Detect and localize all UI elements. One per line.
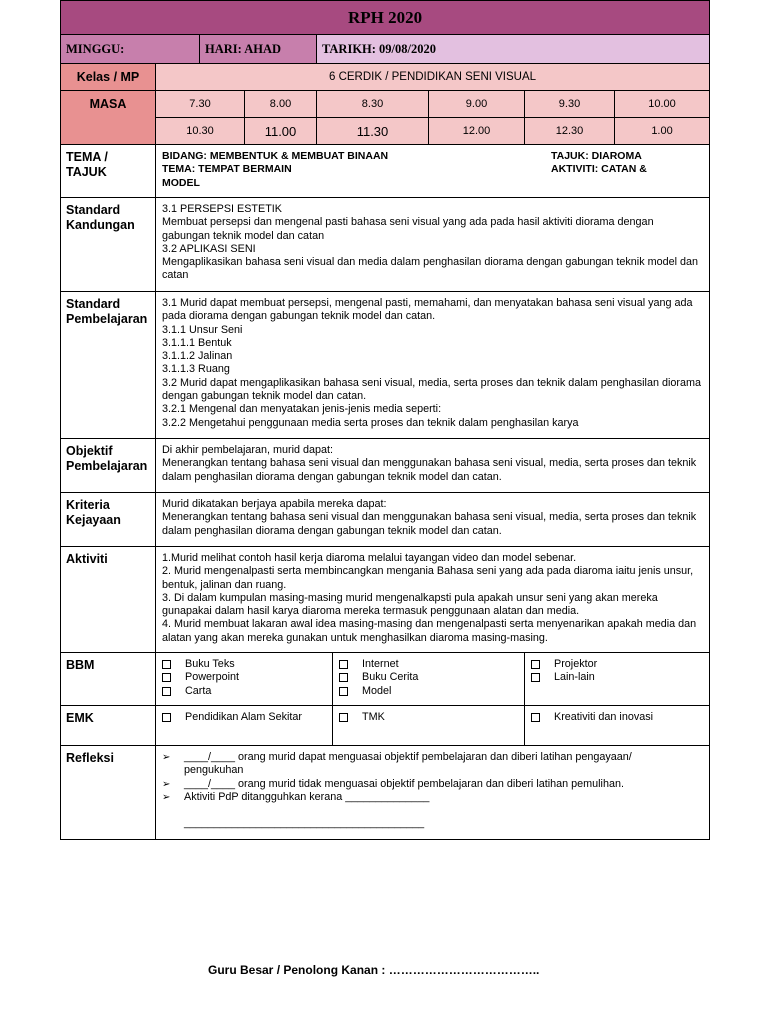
checkbox-icon[interactable] xyxy=(531,660,540,669)
checkbox-item[interactable] xyxy=(531,671,703,684)
text-line: 3.1.1.2 Jalinan xyxy=(162,350,233,363)
checkbox-item[interactable] xyxy=(162,658,326,671)
refleksi-item xyxy=(162,778,703,791)
standard-kandungan-content xyxy=(156,198,710,292)
text-line: 3.2 Murid dapat mengaplikasikan bahasa seni visual, media, serta proses dan teknik dalam penghasilan diorama dengan gabungan teknik model dan catan. xyxy=(162,376,701,403)
standard-kandungan-label xyxy=(61,198,156,292)
checkbox-label: TMK xyxy=(362,711,385,723)
emk-col1 xyxy=(156,706,333,746)
checkbox-label: Carta xyxy=(185,684,212,697)
checkbox-icon[interactable] xyxy=(162,673,171,682)
checkbox-label: Model xyxy=(362,684,392,697)
bidang-text: BIDANG: MEMBENTUK & MEMBUAT BINAAN xyxy=(162,150,389,162)
checkbox-item[interactable] xyxy=(531,711,703,724)
sk-label-line1: Standard xyxy=(66,203,121,217)
checkbox-icon[interactable] xyxy=(339,673,348,682)
emk-label: EMK xyxy=(61,706,156,746)
rph-table xyxy=(60,0,710,840)
kelas-value: 6 CERDIK / PENDIDIKAN SENI VISUAL xyxy=(156,64,710,91)
kelas-label: Kelas / MP xyxy=(61,64,156,91)
refleksi-label: Refleksi xyxy=(61,746,156,840)
kk-label-line1: Kriteria xyxy=(66,498,110,512)
checkbox-item[interactable] xyxy=(339,685,518,698)
text-line: 3. Di dalam kumpulan masing-masing murid mengenalkapsti pula apakah unsur seni yang akan mereka gunapakai dalam hasil karya diaroma mereka termasuk penggunaan alatan dan media. xyxy=(162,591,658,618)
time-end: 12.00 xyxy=(429,118,525,145)
time-start: 8.30 xyxy=(317,91,429,118)
text-line: Menerangkan tentang bahasa seni visual dan menggunakan bahasa seni visual, media, serta proses dan teknik dalam penghasilan diorama dengan gabungan teknik model dan catan. xyxy=(162,457,697,483)
refleksi-text: ____/____ orang murid tidak menguasai objektif pembelajaran dan diberi latihan pemulihan. xyxy=(184,777,624,790)
time-start: 8.00 xyxy=(245,91,317,118)
kriteria-content xyxy=(156,493,710,547)
checkbox-icon[interactable] xyxy=(339,687,348,696)
sk-label-line2: Kandungan xyxy=(66,218,135,232)
checkbox-icon[interactable] xyxy=(162,687,171,696)
time-start: 7.30 xyxy=(156,91,245,118)
checkbox-icon[interactable] xyxy=(339,713,348,722)
bbm-col2 xyxy=(333,653,525,706)
standard-pembelajaran-content xyxy=(156,292,710,439)
op-label-line1: Objektif xyxy=(66,444,113,458)
aktiviti-text: AKTIVITI: CATAN & xyxy=(551,163,647,176)
text-line: Menerangkan tentang bahasa seni visual dan menggunakan bahasa seni visual, media, serta proses dan teknik dalam penghasilan diorama dengan gabungan teknik model dan catan. xyxy=(162,511,697,537)
checkbox-item[interactable] xyxy=(339,711,518,724)
checkbox-label: Internet xyxy=(362,658,399,670)
emk-col3 xyxy=(525,706,710,746)
checkbox-item[interactable] xyxy=(162,671,326,684)
aktiviti-content xyxy=(156,547,710,653)
model-text: MODEL xyxy=(162,176,200,189)
refleksi-blank-line xyxy=(162,817,703,830)
refleksi-text xyxy=(184,751,632,778)
bbm-col3 xyxy=(525,653,710,706)
refleksi-item xyxy=(162,791,703,804)
checkbox-icon[interactable] xyxy=(531,713,540,722)
objektif-content xyxy=(156,439,710,493)
arrow-bullet-icon: ➢ xyxy=(162,791,171,803)
refleksi-item xyxy=(162,751,703,778)
emk-col2 xyxy=(333,706,525,746)
op-label-line2: Pembelajaran xyxy=(66,459,148,473)
time-end: 10.30 xyxy=(156,118,245,145)
text-line: 3.2.1 Mengenal dan menyatakan jenis-jenis media seperti: xyxy=(162,403,442,416)
checkbox-label: Powerpoint xyxy=(185,671,240,684)
tajuk-text: TAJUK: DIAROMA xyxy=(551,150,642,162)
tema-text: TEMA: TEMPAT BERMAIN xyxy=(162,163,292,176)
checkbox-label: Kreativiti dan inovasi xyxy=(554,711,654,723)
text-line: 3.2 APLIKASI SENI xyxy=(162,242,256,255)
checkbox-label: Buku Teks xyxy=(185,658,235,670)
checkbox-label: Projektor xyxy=(554,658,598,670)
spacer xyxy=(162,817,184,830)
text-line: 2. Murid mengenalpasti serta membincangkan mengania Bahasa seni yang ada pada diaroma iaitu jenis unsur, bentuk, jalinan dan ruang. xyxy=(162,565,694,591)
text-line: ____/____ orang murid dapat menguasai objektif pembelajaran dan diberi latihan pengayaan/ xyxy=(184,751,632,763)
checkbox-item[interactable] xyxy=(162,711,326,724)
time-end: 12.30 xyxy=(525,118,615,145)
arrow-bullet-icon: ➢ xyxy=(162,752,171,763)
refleksi-text: ________________________________________ xyxy=(184,817,425,830)
text-line: 3.2.2 Mengetahui penggunaan media serta proses dan teknik dalam penghasilan karya xyxy=(162,416,579,429)
time-start: 9.30 xyxy=(525,91,615,118)
text-line: 1.Murid melihat contoh hasil kerja diaroma melalui tayangan video dan model sebenar. xyxy=(162,552,577,564)
checkbox-label: Pendidikan Alam Sekitar xyxy=(185,711,303,723)
tema-label-line1: TEMA / xyxy=(66,150,108,164)
checkbox-item[interactable] xyxy=(339,671,518,684)
checkbox-icon[interactable] xyxy=(339,660,348,669)
objektif-label xyxy=(61,439,156,493)
text-line: 3.1.1 Unsur Seni xyxy=(162,323,243,336)
time-start: 9.00 xyxy=(429,91,525,118)
text-line: 3.1.1.1 Bentuk xyxy=(162,336,232,349)
checkbox-item[interactable] xyxy=(162,685,326,698)
checkbox-item[interactable] xyxy=(531,658,703,671)
refleksi-content xyxy=(156,746,710,840)
text-line: 4. Murid membuat lakaran awal idea masing-masing dan mengenalpasti serta menyenarikan apakah media dan alatan yang akan mereka gunakan untuk menghasilkan diaroma masing-masing. xyxy=(162,618,697,644)
page-title: RPH 2020 xyxy=(61,1,710,35)
checkbox-icon[interactable] xyxy=(162,713,171,722)
masa-label: MASA xyxy=(61,91,156,145)
time-end: 11.30 xyxy=(317,118,429,145)
checkbox-label: Lain-lain xyxy=(554,671,595,684)
kriteria-label xyxy=(61,493,156,547)
minggu-label: MINGGU: xyxy=(61,35,200,64)
sp-label-line2: Pembelajaran xyxy=(66,312,148,326)
checkbox-icon[interactable] xyxy=(531,673,540,682)
bbm-label: BBM xyxy=(61,653,156,706)
text-line: pengukuhan xyxy=(184,764,244,777)
text-line: Mengaplikasikan bahasa seni visual dan media dalam penghasilan diorama dengan gabungan teknik model dan catan xyxy=(162,256,699,282)
standard-pembelajaran-label xyxy=(61,292,156,439)
text-line: Murid dikatakan berjaya apabila mereka dapat: xyxy=(162,498,387,510)
text-line: 3.1 PERSEPSI ESTETIK xyxy=(162,203,283,215)
text-line: 3.1 Murid dapat membuat persepsi, mengenal pasti, memahami, dan menyatakan bahasa seni visual yang ada pada diorama dengan gabungan teknik model dan catan. xyxy=(162,297,693,323)
time-end: 1.00 xyxy=(615,118,710,145)
checkbox-label: Buku Cerita xyxy=(362,671,419,684)
footer-signature: Guru Besar / Penolong Kanan : ……………………………….. xyxy=(208,963,540,977)
time-end: 11.00 xyxy=(245,118,317,145)
text-line: 3.1.1.3 Ruang xyxy=(162,363,230,376)
text-line: Membuat persepsi dan mengenal pasti bahasa seni visual yang ada pada hasil aktiviti diorama dengan gabungan teknik model dan catan xyxy=(162,216,654,242)
text-line: Di akhir pembelajaran, murid dapat: xyxy=(162,444,334,456)
arrow-bullet-icon: ➢ xyxy=(162,778,171,790)
bbm-col1 xyxy=(156,653,333,706)
time-start: 10.00 xyxy=(615,91,710,118)
tema-label xyxy=(61,145,156,198)
kk-label-line2: Kejayaan xyxy=(66,513,121,527)
refleksi-text: Aktiviti PdP ditangguhkan kerana ______________ xyxy=(184,790,430,803)
tarikh-label: TARIKH: 09/08/2020 xyxy=(317,35,710,64)
checkbox-icon[interactable] xyxy=(162,660,171,669)
checkbox-item[interactable] xyxy=(339,658,518,671)
tema-content xyxy=(156,145,710,198)
hari-label: HARI: AHAD xyxy=(200,35,317,64)
sp-label-line1: Standard xyxy=(66,297,121,311)
aktiviti-label: Aktiviti xyxy=(61,547,156,653)
tema-label-line2: TAJUK xyxy=(66,165,107,179)
